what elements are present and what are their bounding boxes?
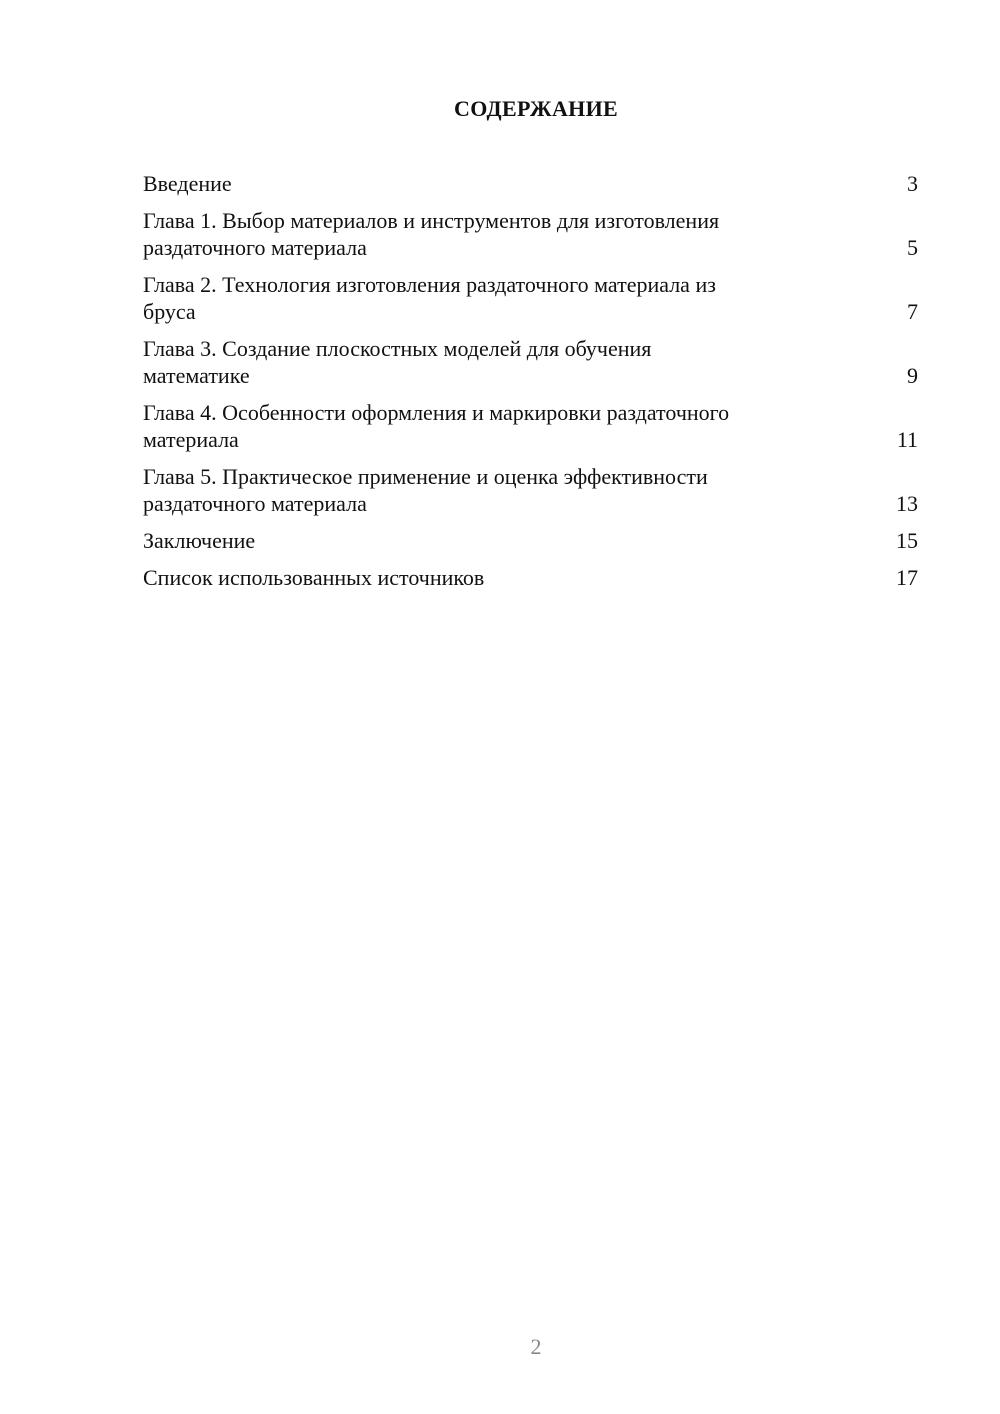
toc-entry-label: Глава 2. Технология изготовления раздаточного материала из бруса	[143, 272, 716, 324]
page-number: 2	[530, 1334, 542, 1359]
toc-entry-page: 13	[896, 491, 918, 516]
toc-entry-page: 17	[896, 565, 918, 590]
toc-entry-page: 7	[907, 299, 918, 324]
toc-entry-chapter-2	[143, 271, 918, 325]
toc-entry-page: 5	[907, 235, 918, 260]
toc-entry-references	[143, 564, 918, 591]
toc-entry-label: Глава 4. Особенности оформления и маркировки раздаточного материала	[143, 400, 730, 452]
toc-entry-page: 11	[896, 427, 918, 452]
toc-title: СОДЕРЖАНИЕ	[454, 96, 618, 121]
toc-entry-chapter-5	[143, 463, 918, 517]
toc-entry-label: Список использованных источников	[143, 565, 485, 590]
toc-entry-page: 15	[896, 528, 918, 553]
toc-entry-label: Заключение	[143, 528, 256, 553]
toc-entry-label: Введение	[143, 171, 232, 196]
toc-entry-introduction	[143, 170, 918, 197]
table-of-contents	[143, 170, 918, 601]
toc-entry-label: Глава 5. Практическое применение и оценка эффективности раздаточного материала	[143, 464, 708, 516]
toc-entry-label: Глава 3. Создание плоскостных моделей для обучения математике	[143, 336, 652, 388]
toc-entry-chapter-3	[143, 335, 918, 389]
toc-entry-page: 9	[907, 363, 918, 388]
toc-entry-chapter-1	[143, 207, 918, 261]
toc-entry-conclusion	[143, 527, 918, 554]
toc-entry-chapter-4	[143, 399, 918, 453]
toc-entry-label: Глава 1. Выбор материалов и инструментов для изготовления раздаточного материала	[143, 208, 720, 260]
toc-entry-page: 3	[907, 171, 918, 196]
